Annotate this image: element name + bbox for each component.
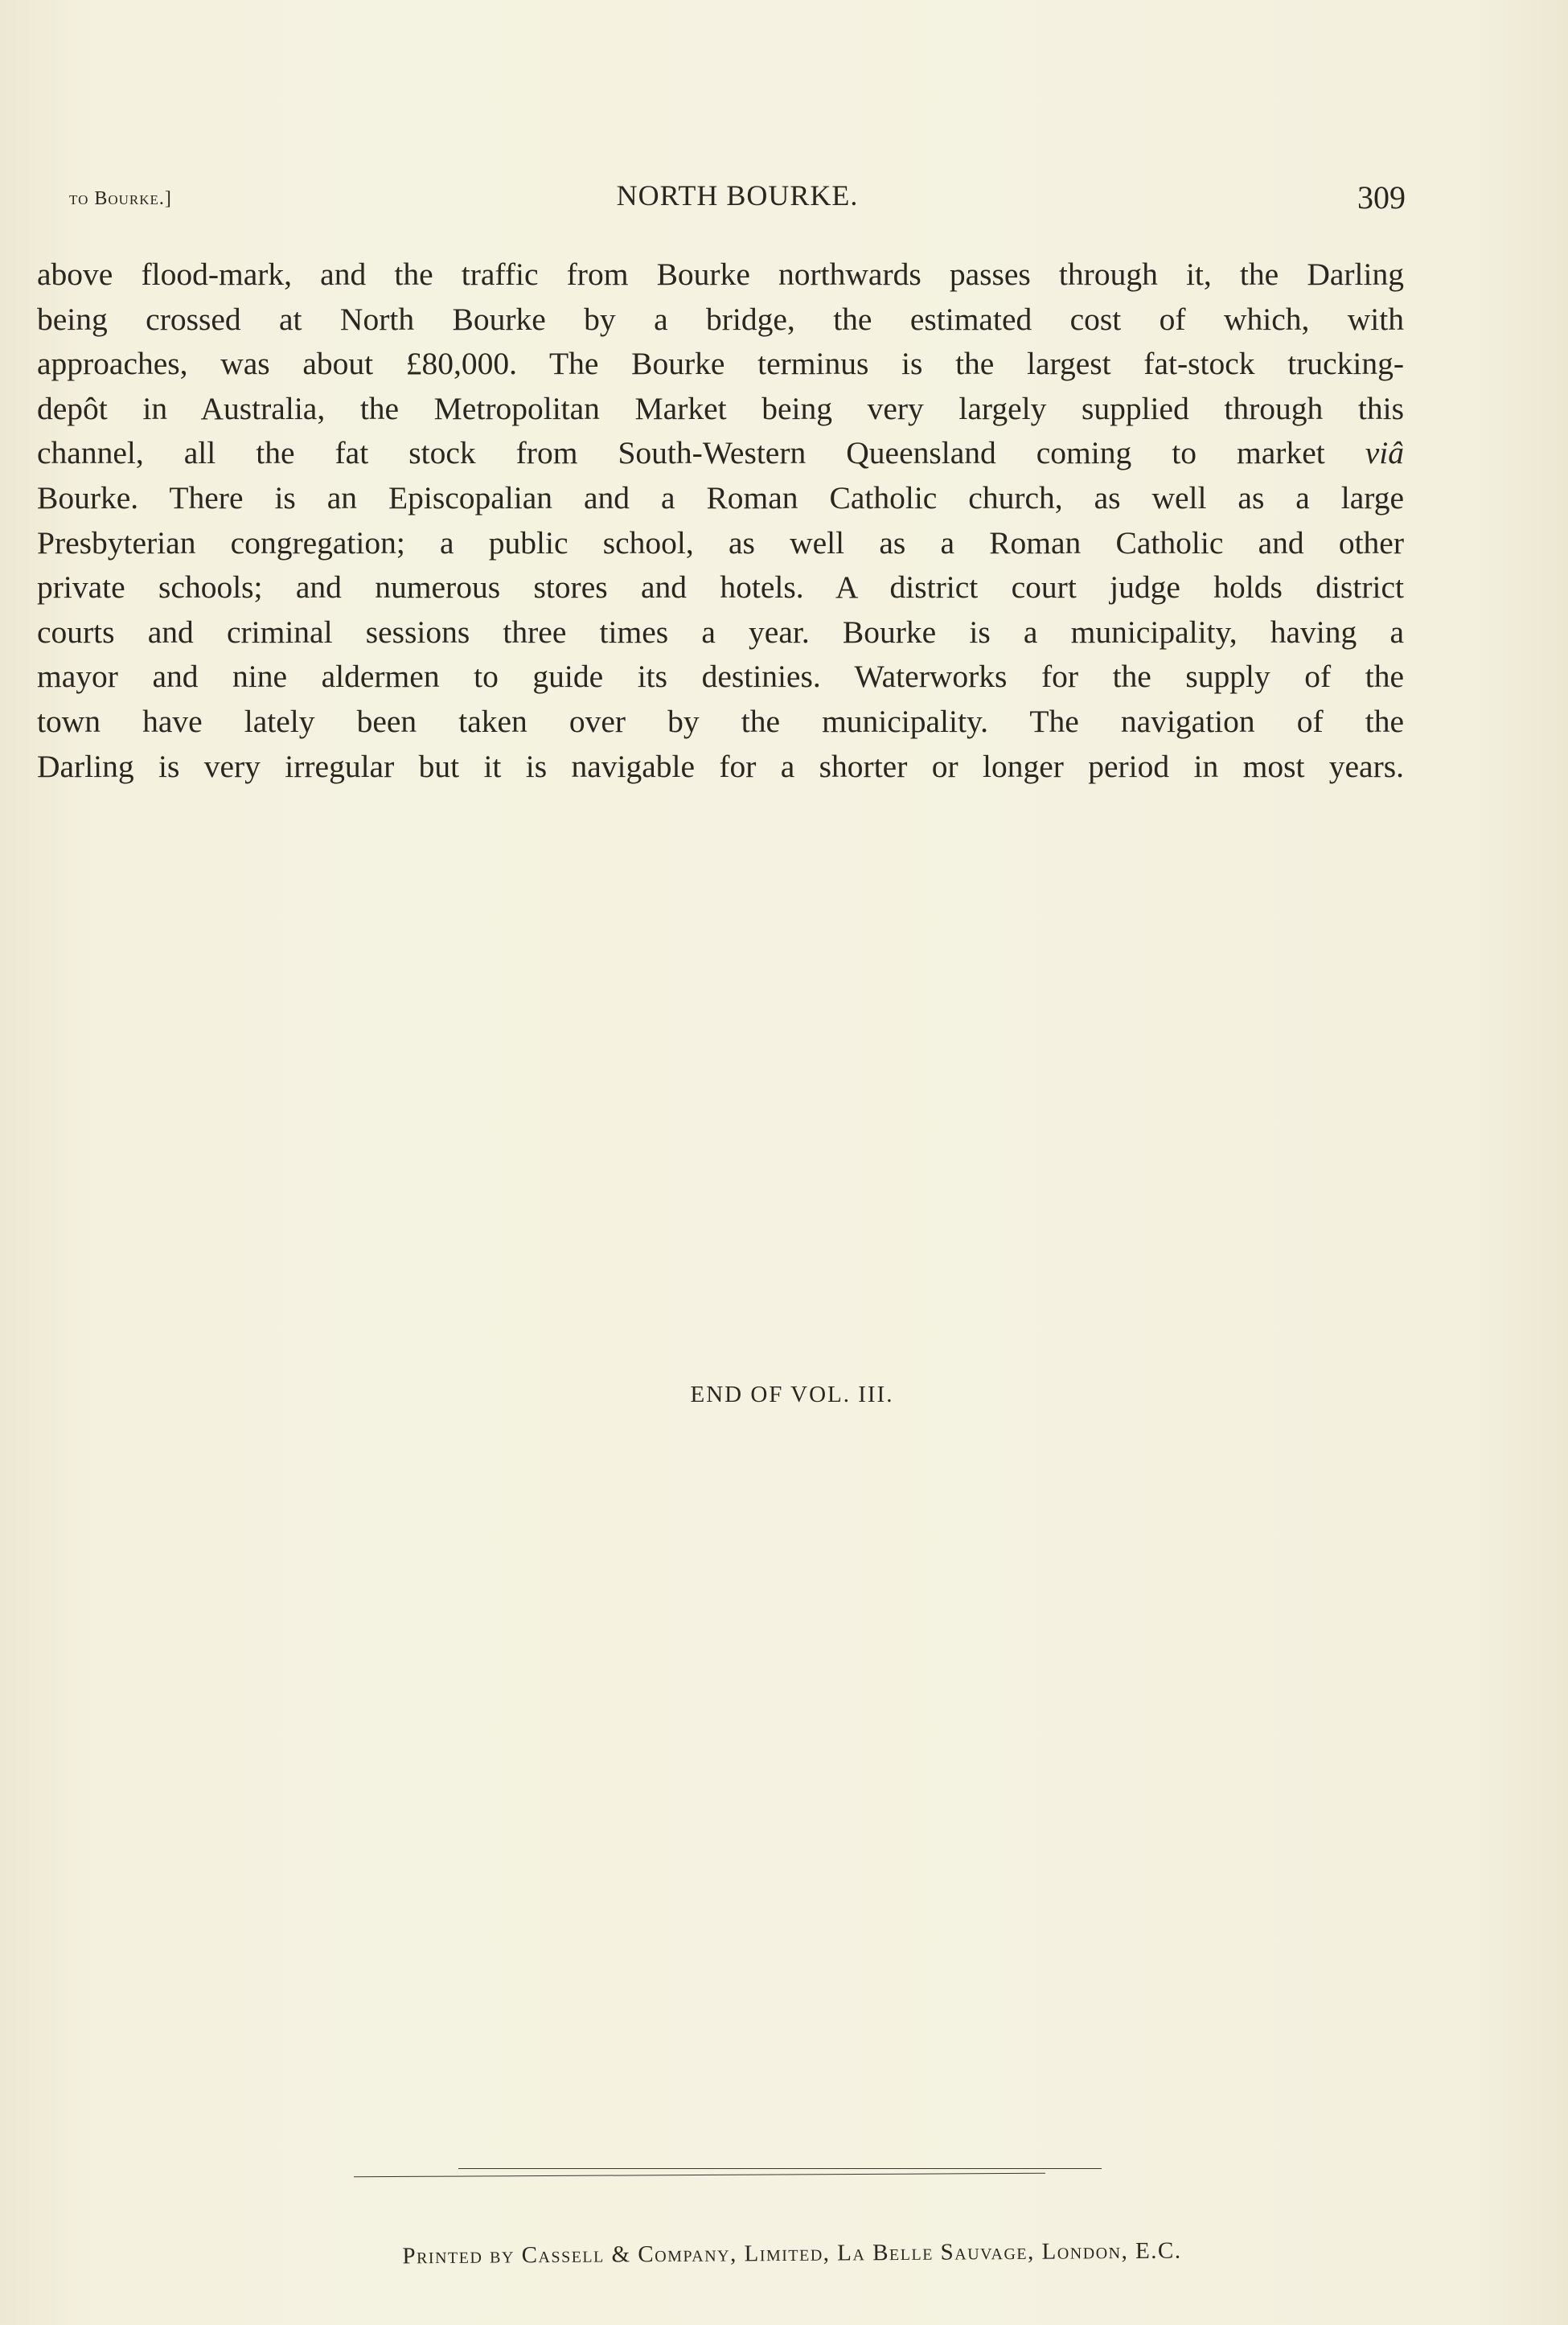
imprint-rule-top	[458, 2168, 1102, 2169]
text-line-segment: channel, all the fat stock from South-Western Queensland coming to market	[37, 435, 1325, 471]
body-paragraph	[37, 253, 1404, 789]
end-of-volume-mark: END OF VOL. III.	[690, 1382, 894, 1407]
text-line: above flood-mark, and the traffic from Bourke northwards passes through it, the Darling	[37, 257, 1404, 292]
text-line: depôt in Australia, the Metropolitan Market being very largely supplied through this	[37, 390, 1404, 426]
text-line-last: Darling is very irregular but it is navigable for a shorter or longer period in most years.	[37, 748, 1404, 784]
text-line: approaches, was about £80,000. The Bourke terminus is the largest fat-stock trucking-	[37, 346, 1404, 382]
text-line: Bourke. There is an Episcopalian and a Roman Catholic church, as well as a large	[37, 479, 1404, 516]
text-line: Presbyterian congregation; a public school, as well as a Roman Catholic and other	[37, 524, 1404, 561]
running-head-title: NORTH BOURKE.	[616, 179, 859, 212]
page-number: 309	[1357, 179, 1406, 216]
text-line: private schools; and numerous stores and hotels. A district court judge holds district	[37, 569, 1404, 606]
text-line: courts and criminal sessions three times a year. Bourke is a municipality, having a	[37, 614, 1404, 650]
imprint-rule-bottom	[354, 2173, 1045, 2178]
printer-imprint: Printed by Cassell & Company, Limited, La Belle Sauvage, London, E.C.	[402, 2237, 1182, 2270]
text-line: town have lately been taken over by the municipality. The navigation of the	[37, 703, 1404, 739]
running-head-left: to Bourke.]	[69, 188, 172, 209]
text-line-with-italic	[37, 431, 1404, 476]
italic-word: viâ	[1365, 435, 1404, 471]
running-head	[69, 179, 1406, 227]
text-line: being crossed at North Bourke by a bridge, the estimated cost of which, with	[37, 301, 1404, 337]
text-line: mayor and nine aldermen to guide its destinies. Waterworks for the supply of the	[37, 659, 1404, 695]
